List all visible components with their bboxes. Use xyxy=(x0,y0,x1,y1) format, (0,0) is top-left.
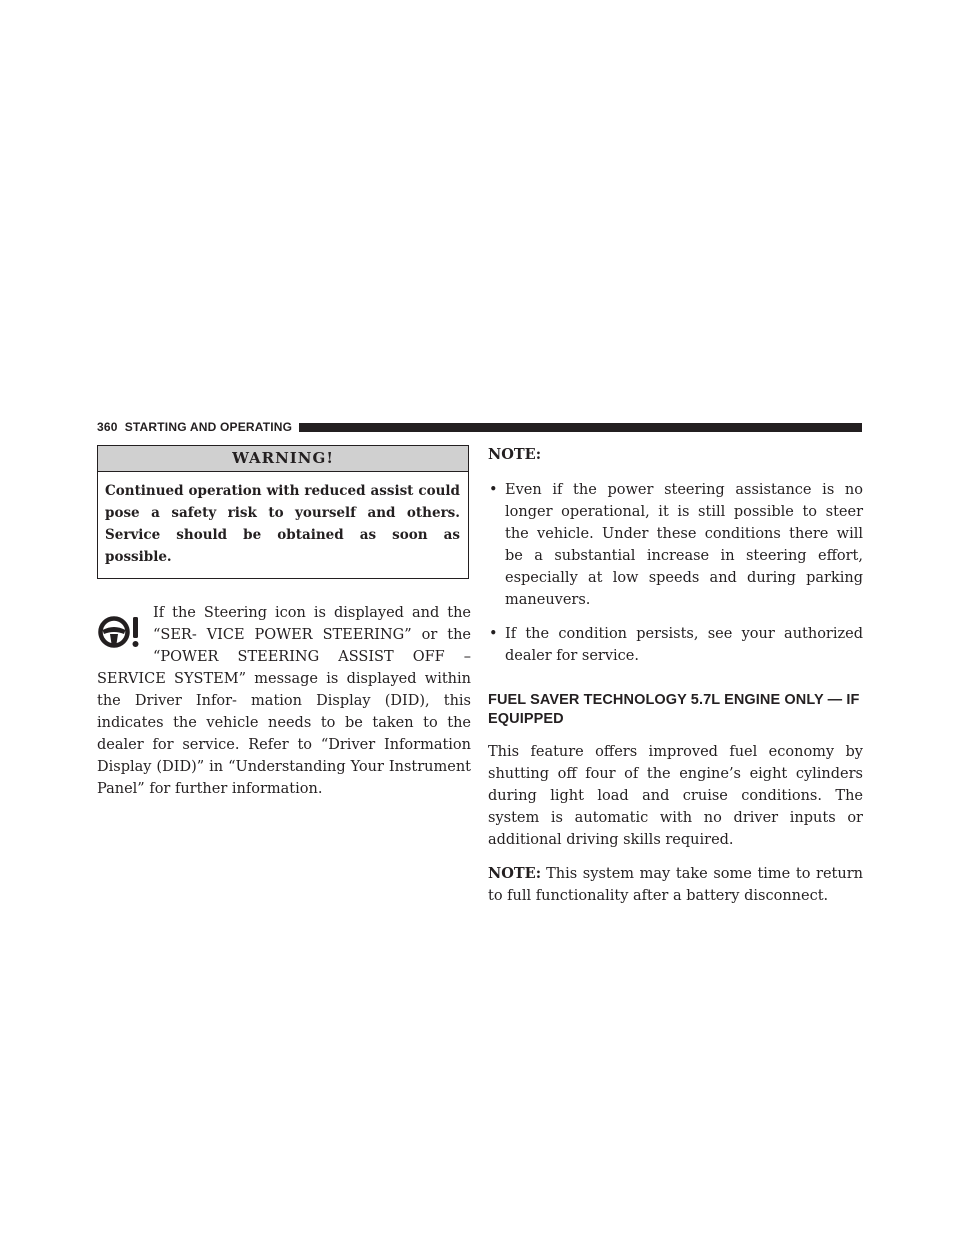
fuel-saver-heading: FUEL SAVER TECHNOLOGY 5.7L ENGINE ONLY — IF EQUIPPED xyxy=(488,692,860,727)
fuel-saver-note-label: NOTE: xyxy=(488,865,542,882)
fuel-saver-note xyxy=(488,863,863,907)
fuel-saver-note-text: This system may take some time to return to full functionality after a battery disconnect. xyxy=(488,866,863,904)
steering-section xyxy=(97,602,471,800)
warning-box xyxy=(97,445,469,579)
note-label: NOTE: xyxy=(488,446,542,463)
list-item: • If the condition persists, see your authorized dealer for service. xyxy=(489,626,863,664)
header-rule xyxy=(299,423,862,432)
bullet-text: Even if the power steering assistance is no longer operational, it is still possible to steer the vehicle. Under these conditions there will be a substantial increase in steering effort, especially at low speeds and during parking maneuvers. xyxy=(505,482,863,608)
note-bullets xyxy=(488,479,863,667)
right-column xyxy=(488,445,863,919)
warning-title: WARNING! xyxy=(98,446,468,472)
list-item: • Even if the power steering assistance is no longer operational, it is still possible to steer the vehicle. Under these conditions there will be a substantial increase in steering effort, especially at low speeds and during parking maneuvers. xyxy=(489,482,863,608)
fuel-saver-paragraph: This feature offers improved fuel economy by shutting off four of the engine’s eight cylinders during light load and cruise conditions. The system is automatic with no driver inputs or additional driving skills required. xyxy=(488,744,863,848)
page-number: 360 xyxy=(97,420,118,434)
left-column xyxy=(97,445,471,800)
section-title: STARTING AND OPERATING xyxy=(124,420,293,434)
bullet-text: If the condition persists, see your authorized dealer for service. xyxy=(505,626,863,664)
warning-body: Continued operation with reduced assist could pose a safety risk to yourself and others. Service should be obtained as soon as possible. xyxy=(105,483,460,565)
page-header xyxy=(97,421,862,433)
steering-wheel-exclamation-icon xyxy=(97,609,143,655)
steering-paragraph: If the Steering icon is displayed and the “SER- VICE POWER STEERING” or the “POWER STEERING ASSIST OFF – SERVICE SYSTEM” message is displayed within the Driver Infor- mation Display (DID), this indicates the vehicle needs to be taken to the dealer for service. Refer to “Driver Information Display (DID)” in “Understanding Your Instrument Panel” for further information. xyxy=(97,605,471,797)
header-label xyxy=(97,420,299,434)
